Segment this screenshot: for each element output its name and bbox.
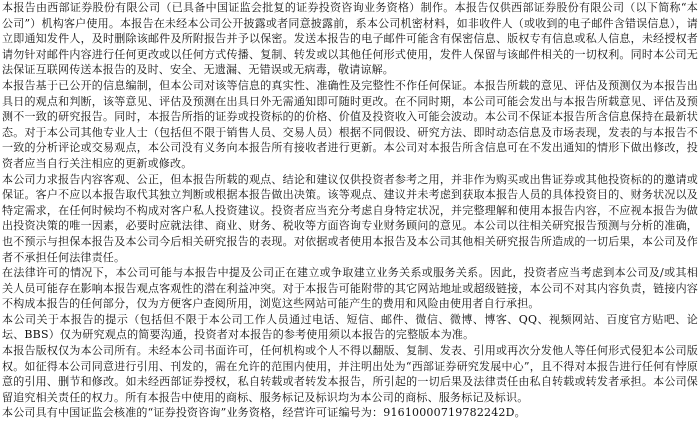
disclaimer-paragraph: 本报告基于已公开的信息编制，但本公司对该等信息的真实性、准确性及完整性不作任何保证。本报告所载的意见、评估及预测仅为本报告出具日的观点和判断，该等意见、评估及预测在出具日外无需通知即可随时更改。在不同时期，本公司可能会发出与本报告所载意见、评估及预测不一致的研究报告。同时，本报告所指的证券或投资标的的价格、价值及投资收入可能会波动。本公司不保证本报告所含信息保持在最新状态。对于本公司其他专业人士（包括但不限于销售人员、交易人员）根据不同假设、研究方法、即时动态信息及市场表现，发表的与本报告不一致的分析评论或交易观点，本公司没有义务向本报告所有接收者进行更新。本公司对本报告所含信息可在不发出通知的情形下做出修改，投资者应当自行关注相应的更新或修改。 (2, 78, 698, 170)
disclaimer-paragraph: 本报告版权仅为本公司所有。未经本公司书面许可，任何机构或个人不得以翻版、复制、发表、引用或再次分发他人等任何形式侵犯本公司版权。如征得本公司同意进行引用、刊发的，需在允许的范围内使用，并注明出处为“西部证券研究发展中心”，且不得对本报告进行任何有悖原意的引用、删节和修改。如未经西部证券授权，私自转载或者转发本报告，所引起的一切后果及法律责任由私自转载或转发者承担。本公司保留追究相关责任的权力。所有本报告中使用的商标、服务标记及标识均为本公司的商标、服务标记及标识。 (2, 344, 698, 404)
disclaimer-paragraph: 在法律许可的情况下，本公司可能与本报告中提及公司正在建立或争取建立业务关系或服务关系。因此，投资者应当考虑到本公司及/或其相关人员可能存在影响本报告观点客观性的潜在利益冲突。对于本报告可能附带的其它网站地址或超级链接，本公司不对其内容负责，链接内容不构成本报告的任何部分，仅为方便客户查阅所用，浏览这些网站可能产生的费用和风险由使用者自行承担。 (2, 266, 698, 311)
disclaimer-paragraph: 本报告由西部证券股份有限公司（已具备中国证监会批复的证券投资咨询业务资格）制作。本报告仅供西部证券股份有限公司（以下简称“本公司”）机构客户使用。本报告在未经本公司公开披露或者同意披露前，系本公司机密材料，如非收件人（或收到的电子邮件含错误信息），请立即通知发件人，及时删除该邮件及所附报告并予以保密。发送本报告的电子邮件可能含有保密信息、版权专有信息或私人信息，未经授权者请勿针对邮件内容进行任何更改或以任何方式传播、复制、转发或以其他任何形式使用，发件人保留与该邮件相关的一切权利。同时本公司无法保证互联网传送本报告的及时、安全、无遗漏、无错误或无病毒，敬请谅解。 (2, 1, 698, 77)
disclaimer-paragraph: 本公司力求报告内容客观、公正，但本报告所载的观点、结论和建议仅供投资者参考之用，并非作为购买或出售证券或其他投资标的的邀请或保证。客户不应以本报告取代其独立判断或根据本报告做出决策。该等观点、建议并未考虑到获取本报告人员的具体投资目的、财务状况以及特定需求，在任何时候均不构成对客户私人投资建议。投资者应当充分考虑自身特定状况，并完整理解和使用本报告内容，不应视本报告为做出投资决策的唯一因素，必要时应就法律、商业、财务、税收等方面咨询专业财务顾问的意见。本公司以往相关研究报告预测与分析的准确，也不预示与担保本报告及本公司今后相关研究报告的表现。对依据或者使用本报告及本公司其他相关研究报告所造成的一切后果，本公司及作者不承担任何法律责任。 (2, 172, 698, 264)
disclaimer-paragraph: 本公司关于本报告的提示（包括但不限于本公司工作人员通过电话、短信、邮件、微信、微博、博客、QQ、视频网站、百度官方贴吧、论坛、BBS）仅为研究观点的简要沟通，投资者对本报告的参考使用须以本报告的完整版本为准。 (2, 312, 698, 342)
disclaimer-text (2, 0, 698, 421)
disclaimer-paragraph: 本公司具有中国证监会核准的“证券投资咨询”业务资格，经营许可证编号为：91610000719782242D。 (2, 406, 526, 420)
